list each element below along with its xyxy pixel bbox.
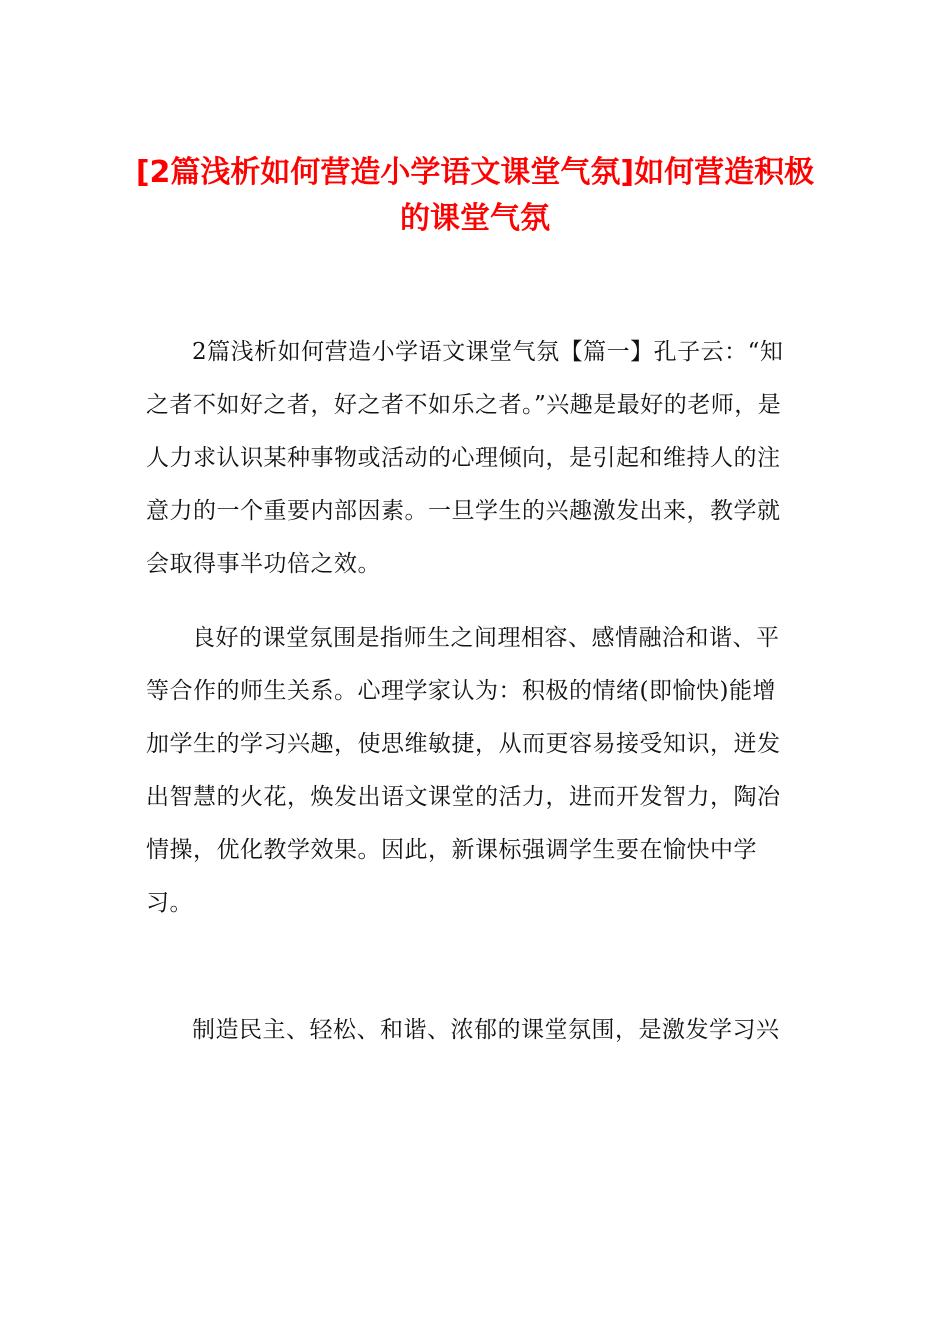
document-body <box>146 326 798 1057</box>
paragraph-3: 制造民主、轻松、和谐、浓郁的课堂氛围，是激发学习兴 <box>192 1017 780 1043</box>
document-title: [2篇浅析如何营造小学语文课堂气氛]如何营造积极的课堂气氛 <box>135 155 815 236</box>
paragraph-1: 2篇浅析如何营造小学语文课堂气氛【篇一】孔子云：“知之者不如好之者，好之者不如乐之者。”兴趣是最好的老师，是人力求认识某种事物或活动的心理倾向，是引起和维持人的注意力的一个重要内部因素。一旦学生的兴趣激发出来，教学就会取得事半功倍之效。 <box>146 339 784 577</box>
paragraph-2: 良好的课堂氛围是指师生之间理相容、感情融洽和谐、平等合作的师生关系。心理学家认为：积极的情绪(即愉快)能增加学生的学习兴趣，使思维敏捷，从而更容易接受知识，迸发出智慧的火花，焕发出语文课堂的活力，进而开发智力，陶冶情操，优化教学效果。因此，新课标强调学生要在愉快中学习。 <box>146 625 781 916</box>
